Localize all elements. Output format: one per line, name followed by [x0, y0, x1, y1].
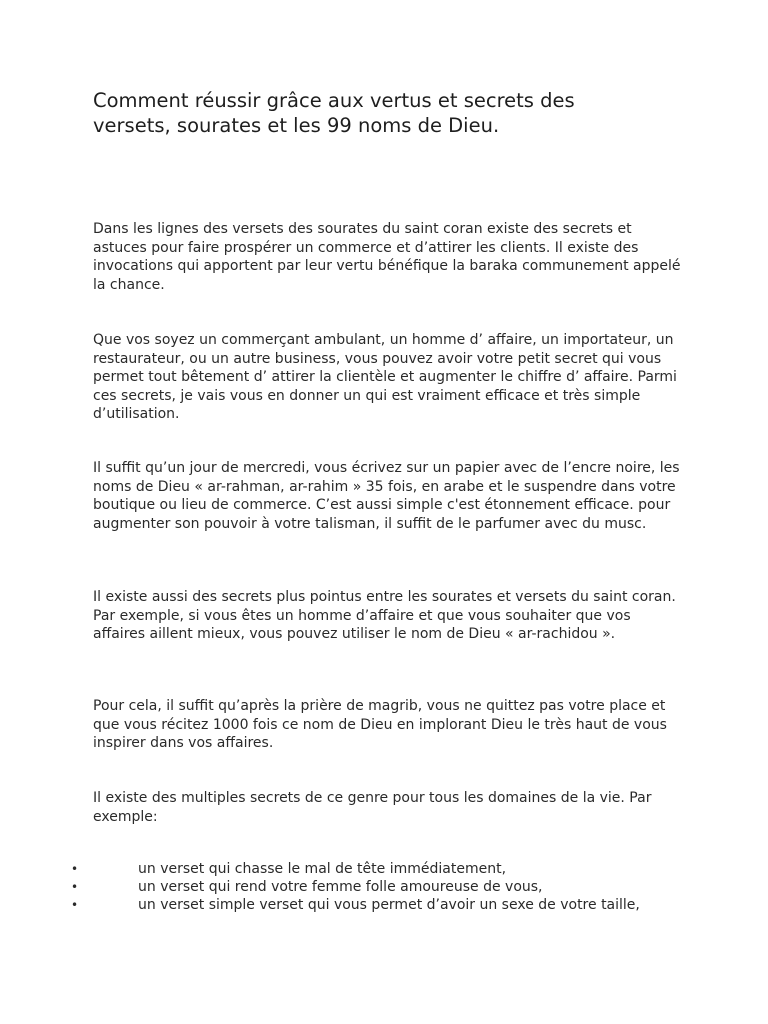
bullet-icon: •: [71, 862, 79, 876]
list-item: [0, 878, 700, 896]
list-item-text: un verset qui chasse le mal de tête immédiatement,: [138, 861, 507, 877]
paragraph-wednesday: Il suffit qu’un jour de mercredi, vous écrivez sur un papier avec de l’encre noire, les noms de Dieu « ar-rahman, ar-rahim » 35 fois, en arabe et le suspendre dans votre boutique ou lieu de commerce. C’est aussi simple c'est étonnement efficace. pour augmenter son pouvoir à votre talisman, il suffit de le parfumer avec du musc.: [93, 460, 680, 532]
list-item-text: un verset qui rend votre femme folle amoureuse de vous,: [138, 879, 543, 895]
document-title: Comment réussir grâce aux vertus et secrets des versets, sourates et les 99 noms de Dieu.: [93, 89, 575, 137]
paragraph-magrib: Pour cela, il suffit qu’après la prière de magrib, vous ne quittez pas votre place et que vous récitez 1000 fois ce nom de Dieu en implorant Dieu le très haut de vous inspirer dans vos affaires.: [93, 698, 667, 751]
list-item: [0, 860, 700, 878]
paragraph-examples: Il existe des multiples secrets de ce genre pour tous les domaines de la vie. Par exemple:: [93, 790, 652, 825]
paragraph-secrets: Il existe aussi des secrets plus pointus entre les sourates et versets du saint coran. Par exemple, si vous êtes un homme d’affaire et que vous souhaiter que vos affaires aillent mieux, vous pouvez utiliser le nom de Dieu « ar-rachidou ».: [93, 589, 676, 642]
paragraph-intro: Dans les lignes des versets des sourates du saint coran existe des secrets et astuces pour faire prospérer un commerce et d’attirer les clients. Il existe des invocations qui apportent par leur vertu bénéfique la baraka communement appelé la chance.: [93, 221, 681, 293]
list-item-text: un verset simple verset qui vous permet d’avoir un sexe de votre taille,: [138, 897, 640, 913]
bullet-icon: •: [71, 880, 79, 894]
bullet-icon: •: [71, 898, 79, 912]
paragraph-merchant: Que vos soyez un commerçant ambulant, un homme d’ affaire, un importateur, un restaurateur, ou un autre business, vous pouvez avoir votre petit secret qui vous permet tout bêtement d’ attirer la clientèle et augmenter le chiffre d’ affaire. Parmi ces secrets, je vais vous en donner un qui est vraiment efficace et très simple d’utilisation.: [93, 332, 677, 422]
examples-list: [0, 860, 700, 914]
list-item: [0, 896, 700, 914]
